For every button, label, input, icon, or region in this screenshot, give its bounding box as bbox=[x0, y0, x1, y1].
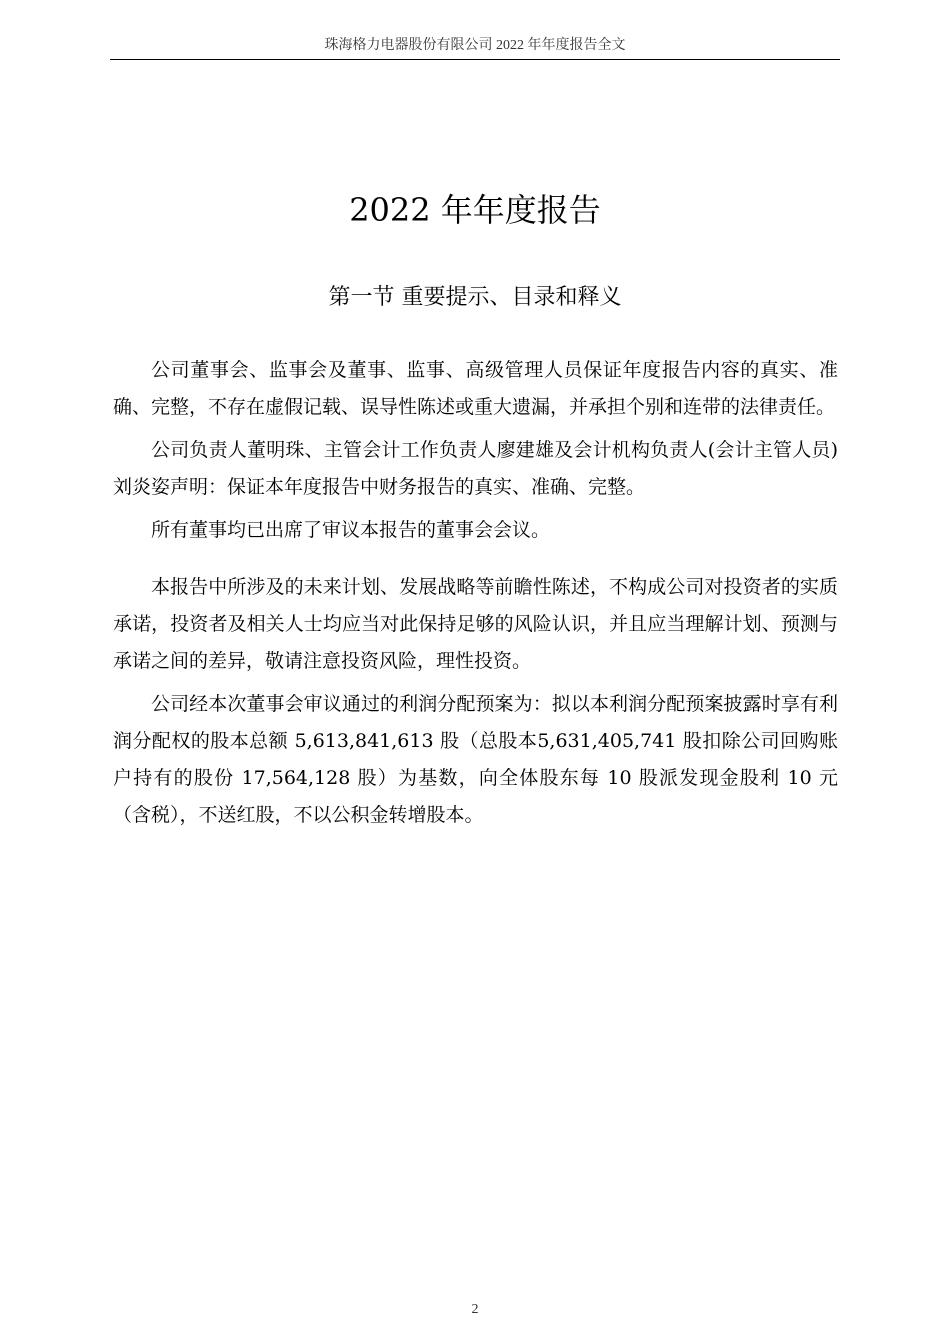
paragraph-board-guarantee: 公司董事会、监事会及董事、监事、高级管理人员保证年度报告内容的真实、准确、完整，不存在虚假记载、误导性陈述或重大遗漏，并承担个别和连带的法律责任。 bbox=[113, 359, 838, 418]
paragraph-directors-attendance: 所有董事均已出席了审议本报告的董事会会议。 bbox=[151, 519, 551, 541]
running-header: 珠海格力电器股份有限公司 2022 年年度报告全文 bbox=[324, 38, 626, 53]
report-title: 2022 年年度报告 bbox=[349, 191, 601, 229]
header-rule bbox=[110, 59, 840, 60]
report-body bbox=[113, 352, 838, 840]
page-number: 2 bbox=[471, 1302, 479, 1317]
paragraph-responsible-persons: 公司负责人董明珠、主管会计工作负责人廖建雄及会计机构负责人(会计主管人员)刘炎姿声明：保证本年度报告中财务报告的真实、准确、完整。 bbox=[113, 439, 838, 498]
paragraph-forward-looking: 本报告中所涉及的未来计划、发展战略等前瞻性陈述，不构成公司对投资者的实质承诺，投资者及相关人士均应当对此保持足够的风险认识，并且应当理解计划、预测与承诺之间的差异，敬请注意投资风险，理性投资。 bbox=[113, 576, 838, 672]
section-title: 第一节 重要提示、目录和释义 bbox=[328, 285, 622, 310]
paragraph-profit-distribution: 公司经本次董事会审议通过的利润分配预案为：拟以本利润分配预案披露时享有利润分配权的股本总额 5,613,841,613 股（总股本5,631,405,741 股扣除公司回购账户持有的股份 17,564,128 股）为基数，向全体股东每 10 股派发现金股利 10 元（含税），不送红股，不以公积金转增股本。 bbox=[113, 693, 838, 826]
